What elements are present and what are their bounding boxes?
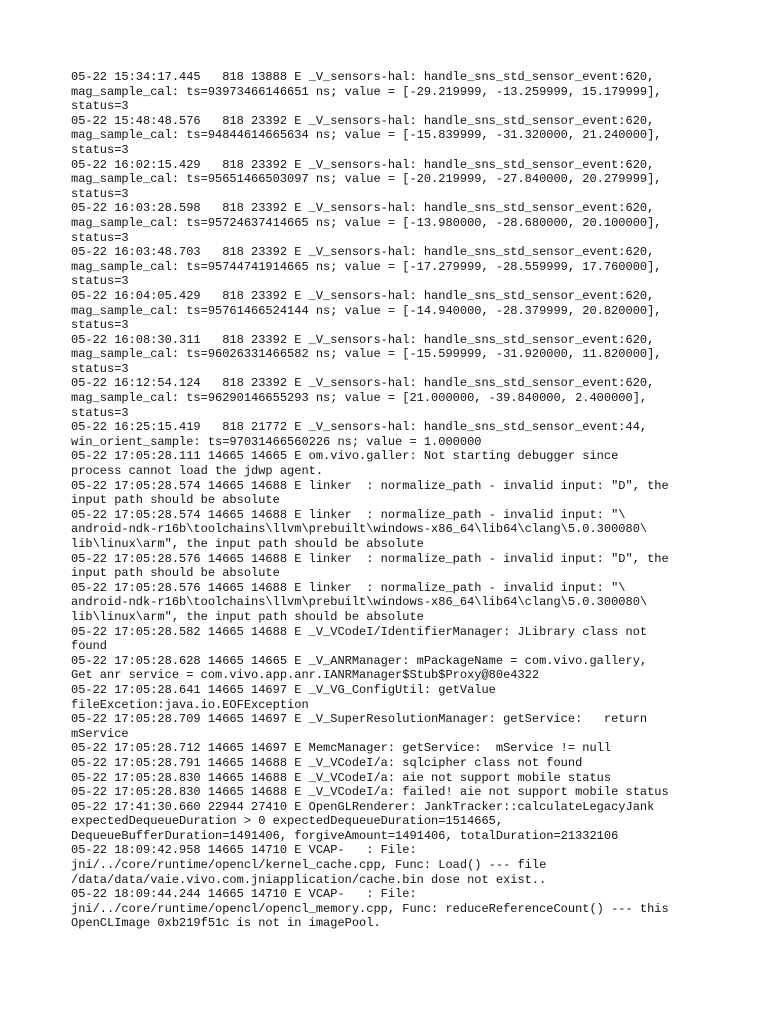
log-line: jni/../core/runtime/opencl/opencl_memory.cpp, Func: reduceReferenceCount() --- this bbox=[71, 901, 669, 916]
log-line: 05-22 17:05:28.791 14665 14688 E _V_VCodeI/a: sqlcipher class not found bbox=[71, 755, 583, 770]
log-line: 05-22 17:05:28.712 14665 14697 E MemcManager: getService: mService != null bbox=[71, 741, 612, 756]
log-line: 05-22 16:12:54.124 818 23392 E _V_sensors-hal: handle_sns_std_sensor_event:620, bbox=[71, 376, 655, 391]
log-line: found bbox=[71, 639, 108, 654]
log-line: 05-22 17:05:28.641 14665 14697 E _V_VG_ConfigUtil: getValue bbox=[71, 682, 496, 697]
log-line: status=3 bbox=[71, 361, 129, 376]
log-text-block bbox=[71, 70, 721, 931]
log-line: mag_sample_cal: ts=96290146655293 ns; value = [21.000000, -39.840000, 2.400000], bbox=[71, 391, 648, 406]
log-line: status=3 bbox=[71, 99, 129, 114]
log-line: 05-22 17:05:28.576 14665 14688 E linker : normalize_path - invalid input: "\ bbox=[71, 580, 626, 595]
log-document bbox=[71, 70, 721, 931]
log-line: android-ndk-r16b\toolchains\llvm\prebuilt\windows-x86_64\lib64\clang\5.0.300080\ bbox=[71, 522, 648, 537]
log-line: 05-22 17:05:28.628 14665 14665 E _V_ANRManager: mPackageName = com.vivo.gallery, bbox=[71, 653, 648, 668]
log-line: 05-22 17:05:28.574 14665 14688 E linker : normalize_path - invalid input: "D", the bbox=[71, 478, 669, 493]
log-line: mag_sample_cal: ts=96026331466582 ns; value = [-15.599999, -31.920000, 11.820000], bbox=[71, 347, 662, 362]
log-line: 05-22 18:09:42.958 14665 14710 E VCAP- : File: bbox=[71, 843, 417, 858]
log-line: mag_sample_cal: ts=95724637414665 ns; value = [-13.980000, -28.680000, 20.100000], bbox=[71, 215, 662, 230]
log-line: 05-22 17:05:28.582 14665 14688 E _V_VCodeI/IdentifierManager: JLibrary class not bbox=[71, 624, 648, 639]
log-line: mag_sample_cal: ts=95744741914665 ns; value = [-17.279999, -28.559999, 17.760000], bbox=[71, 259, 662, 274]
log-line: OpenCLImage 0xb219f51c is not in imagePool. bbox=[71, 916, 381, 931]
log-line: Get anr service = com.vivo.app.anr.IANRManager$Stub$Proxy@80e4322 bbox=[71, 668, 540, 683]
log-line: android-ndk-r16b\toolchains\llvm\prebuilt\windows-x86_64\lib64\clang\5.0.300080\ bbox=[71, 595, 648, 610]
log-line: mag_sample_cal: ts=93973466146651 ns; value = [-29.219999, -13.259999, 15.179999], bbox=[71, 84, 662, 99]
log-line: expectedDequeueDuration > 0 expectedDequeueDuration=1514665, bbox=[71, 814, 504, 829]
log-line: input path should be absolute bbox=[71, 566, 280, 581]
log-line: status=3 bbox=[71, 405, 129, 420]
log-line: win_orient_sample: ts=97031466560226 ns; value = 1.000000 bbox=[71, 434, 482, 449]
log-line: mService bbox=[71, 726, 129, 741]
log-line: status=3 bbox=[71, 274, 129, 289]
log-line: 05-22 17:41:30.660 22944 27410 E OpenGLRenderer: JankTracker::calculateLegacyJank bbox=[71, 799, 655, 814]
log-line: /data/data/vaie.vivo.com.jniapplication/cache.bin dose not exist.. bbox=[71, 872, 547, 887]
log-line: status=3 bbox=[71, 142, 129, 157]
log-line: jni/../core/runtime/opencl/kernel_cache.cpp, Func: Load() --- file bbox=[71, 858, 547, 873]
log-line: DequeueBufferDuration=1491406, forgiveAmount=1491406, totalDuration=21332106 bbox=[71, 828, 619, 843]
log-line: 05-22 15:34:17.445 818 13888 E _V_sensors-hal: handle_sns_std_sensor_event:620, bbox=[71, 70, 655, 84]
log-line: 05-22 16:25:15.419 818 21772 E _V_sensors-hal: handle_sns_std_sensor_event:44, bbox=[71, 420, 648, 435]
log-line: 05-22 18:09:44.244 14665 14710 E VCAP- : File: bbox=[71, 887, 417, 902]
log-line: 05-22 17:05:28.830 14665 14688 E _V_VCodeI/a: failed! aie not support mobile status bbox=[71, 785, 669, 800]
log-line: 05-22 16:03:48.703 818 23392 E _V_sensors-hal: handle_sns_std_sensor_event:620, bbox=[71, 245, 655, 260]
log-line: status=3 bbox=[71, 186, 129, 201]
log-line: 05-22 15:48:48.576 818 23392 E _V_sensors-hal: handle_sns_std_sensor_event:620, bbox=[71, 113, 655, 128]
log-line: 05-22 17:05:28.830 14665 14688 E _V_VCodeI/a: aie not support mobile status bbox=[71, 770, 612, 785]
log-line: process cannot load the jdwp agent. bbox=[71, 464, 324, 479]
log-line: input path should be absolute bbox=[71, 493, 280, 508]
log-line: mag_sample_cal: ts=95761466524144 ns; value = [-14.940000, -28.379999, 20.820000], bbox=[71, 303, 662, 318]
log-line: lib\linux\arm", the input path should be absolute bbox=[71, 537, 424, 551]
log-line: status=3 bbox=[71, 318, 129, 333]
log-line: 05-22 17:05:28.574 14665 14688 E linker : normalize_path - invalid input: "\ bbox=[71, 507, 626, 522]
log-line: lib\linux\arm", the input path should be absolute bbox=[71, 609, 424, 624]
log-line: 05-22 16:03:28.598 818 23392 E _V_sensors-hal: handle_sns_std_sensor_event:620, bbox=[71, 201, 655, 216]
log-line: 05-22 16:02:15.429 818 23392 E _V_sensors-hal: handle_sns_std_sensor_event:620, bbox=[71, 157, 655, 172]
log-line: 05-22 17:05:28.576 14665 14688 E linker : normalize_path - invalid input: "D", the bbox=[71, 551, 669, 566]
log-line: mag_sample_cal: ts=94844614665634 ns; value = [-15.839999, -31.320000, 21.240000], bbox=[71, 128, 662, 143]
log-line: 05-22 17:05:28.709 14665 14697 E _V_SuperResolutionManager: getService: return bbox=[71, 712, 648, 727]
log-line: mag_sample_cal: ts=95651466503097 ns; value = [-20.219999, -27.840000, 20.279999], bbox=[71, 172, 662, 187]
log-line: 05-22 16:08:30.311 818 23392 E _V_sensors-hal: handle_sns_std_sensor_event:620, bbox=[71, 332, 655, 347]
log-line: status=3 bbox=[71, 230, 129, 245]
log-line: fileExcetion:java.io.EOFException bbox=[71, 697, 309, 712]
log-line: 05-22 16:04:05.429 818 23392 E _V_sensors-hal: handle_sns_std_sensor_event:620, bbox=[71, 288, 655, 303]
log-line: 05-22 17:05:28.111 14665 14665 E om.vivo.galler: Not starting debugger since bbox=[71, 449, 619, 464]
